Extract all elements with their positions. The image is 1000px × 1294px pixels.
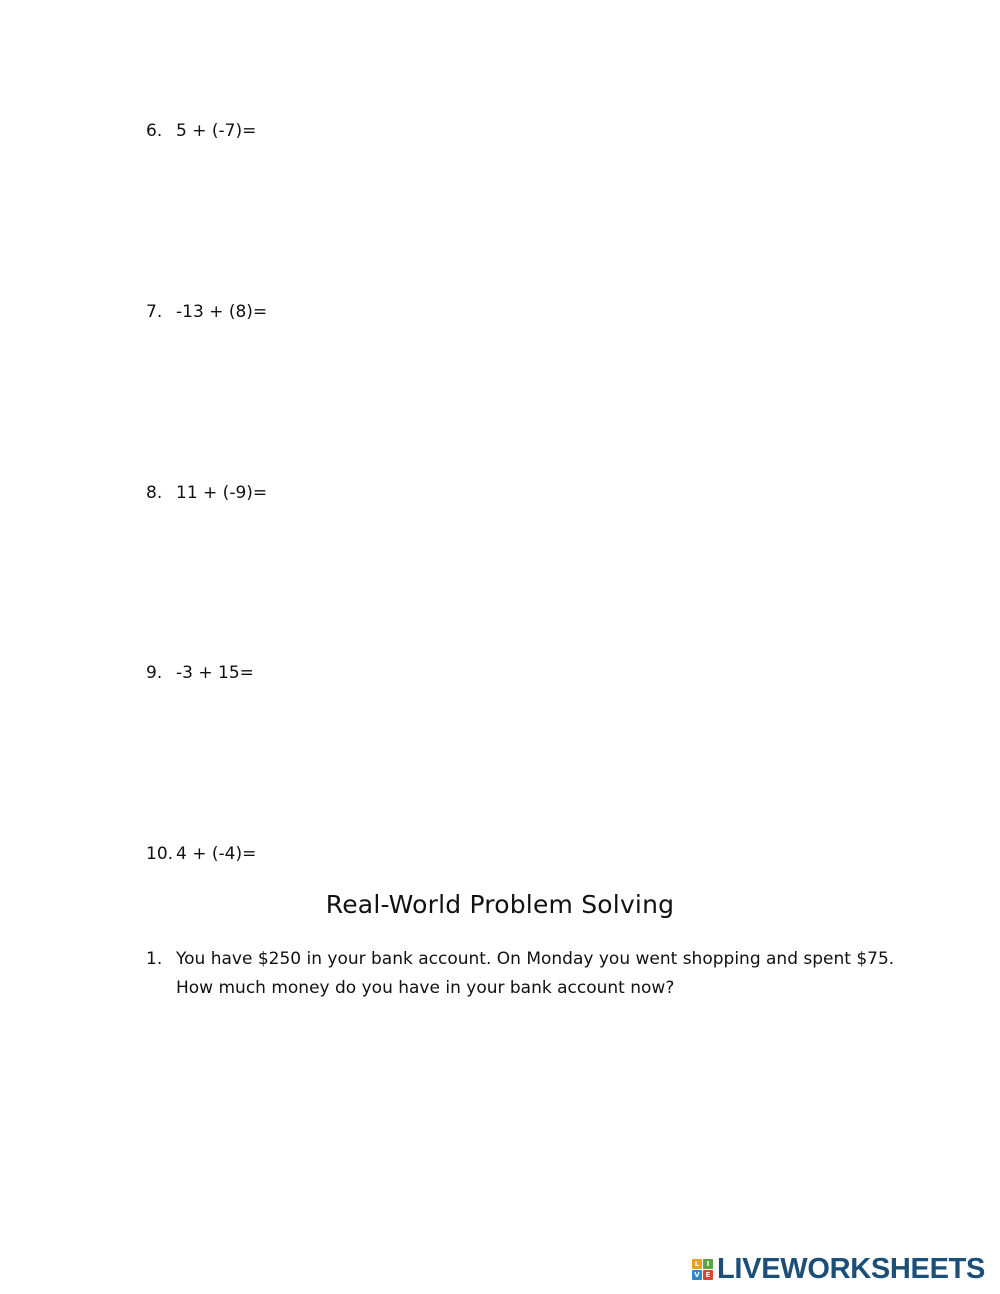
problem-number: 10. [146,844,174,864]
problem-number: 8. [146,483,163,503]
problem-6 [146,120,256,142]
logo-mark-letter: V [692,1270,702,1280]
problem-10 [146,843,256,865]
problem-number: 7. [146,302,163,322]
word-problem-line-2: How much money do you have in your bank account now? [176,978,675,998]
problem-7 [146,301,267,323]
logo-mark-letter: L [692,1259,702,1269]
problem-number: 6. [146,121,163,141]
logo-mark-letter: E [703,1270,713,1280]
problem-number: 9. [146,663,163,683]
problem-8 [146,482,267,504]
problem-expression: 11 + (-9)= [176,483,268,503]
logo-mark-letter: I [703,1259,713,1269]
word-problem-1 [146,945,906,1003]
problem-expression: 4 + (-4)= [176,844,257,864]
problem-expression: -3 + 15= [176,663,254,683]
word-problem-line-1: You have $250 in your bank account. On Monday you went shopping and spent $75. [176,949,895,969]
problem-expression: 5 + (-7)= [176,121,257,141]
liveworksheets-logo [692,1254,985,1284]
logo-mark-icon [692,1259,713,1280]
problem-expression: -13 + (8)= [176,302,268,322]
problem-9 [146,662,254,684]
logo-text: LIVEWORKSHEETS [717,1252,986,1285]
section-title: Real-World Problem Solving [325,890,675,919]
word-problem-number: 1. [146,949,163,969]
